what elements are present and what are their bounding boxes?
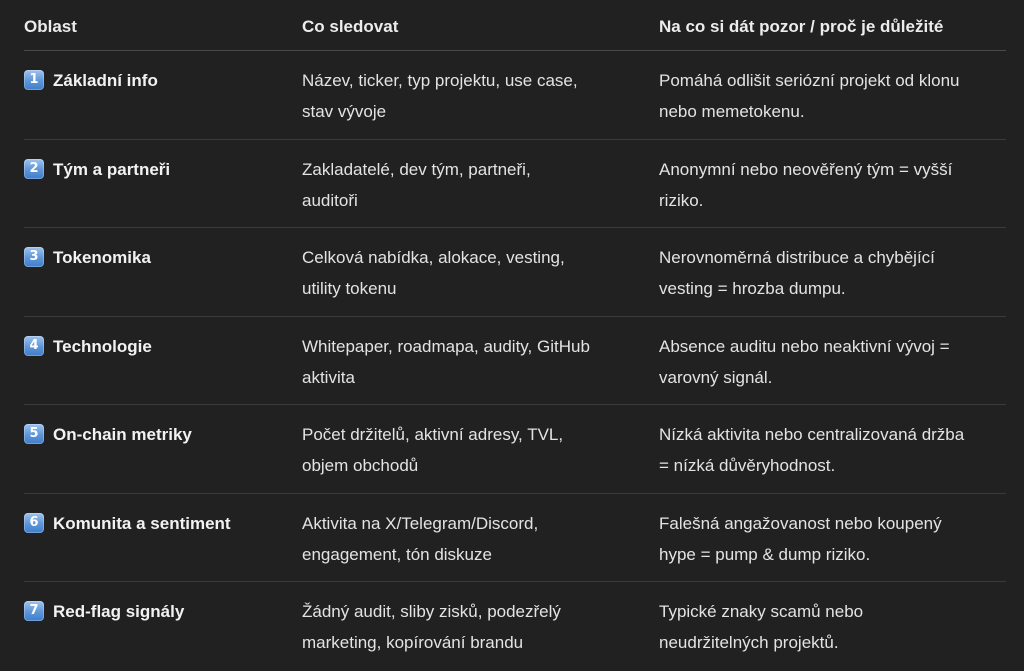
area-label: Red-flag signály — [53, 602, 185, 621]
area-cell — [24, 154, 302, 228]
watch-line: stav vývoje — [302, 102, 387, 121]
keycap-six-icon: 6 — [24, 513, 44, 533]
note-line: Pomáhá odlišit seriózní projekt od klonu — [659, 71, 960, 90]
keycap-five-icon: 5 — [24, 424, 44, 444]
table-header — [24, 0, 1006, 51]
note-line: Anonymní nebo neověřený tým = vyšší — [659, 159, 953, 179]
watch-line: Aktivita na X/Telegram/Discord, — [302, 513, 539, 533]
keycap-three-icon: 3 — [24, 247, 44, 267]
note-line: Nerovnoměrná distribuce a chybějící — [659, 248, 935, 267]
table-row — [24, 494, 1006, 583]
area-label: Technologie — [53, 336, 152, 356]
note-line: vesting = hrozba dumpu. — [659, 279, 846, 298]
area-cell — [24, 331, 302, 405]
watch-cell — [302, 65, 659, 139]
note-cell — [659, 331, 1006, 405]
watch-line: marketing, kopírování brandu — [302, 633, 524, 652]
watch-cell — [302, 419, 659, 493]
area-cell — [24, 596, 302, 671]
note-line: neudržitelných projektů. — [659, 633, 839, 652]
note-cell — [659, 419, 1006, 493]
area-label: Tým a partneři — [53, 159, 171, 179]
header-area: Oblast — [24, 16, 77, 36]
table-row — [24, 228, 1006, 317]
area-label: On-chain metriky — [53, 425, 192, 444]
area-cell — [24, 65, 302, 139]
watch-line: Název, ticker, typ projektu, use case, — [302, 71, 578, 90]
note-line: = nízká důvěryhodnost. — [659, 456, 836, 475]
keycap-seven-icon: 7 — [24, 601, 44, 621]
watch-line: Celková nabídka, alokace, vesting, — [302, 248, 565, 267]
note-line: Falešná angažovanost nebo koupený — [659, 513, 942, 533]
watch-line: engagement, tón diskuze — [302, 544, 492, 564]
area-label: Komunita a sentiment — [53, 513, 231, 533]
table-row — [24, 140, 1006, 229]
watch-line: aktivita — [302, 367, 355, 387]
watch-line: auditoři — [302, 190, 358, 210]
watch-line: Počet držitelů, aktivní adresy, TVL, — [302, 425, 564, 444]
area-label: Tokenomika — [53, 248, 151, 267]
note-line: hype = pump & dump riziko. — [659, 544, 871, 564]
watch-cell — [302, 331, 659, 405]
watch-line: utility tokenu — [302, 279, 397, 298]
area-cell — [24, 419, 302, 493]
area-cell — [24, 242, 302, 316]
note-line: Absence auditu nebo neaktivní vývoj = — [659, 336, 950, 356]
area-cell — [24, 508, 302, 582]
keycap-two-icon: 2 — [24, 159, 44, 179]
note-line: riziko. — [659, 190, 704, 210]
note-line: Nízká aktivita nebo centralizovaná držba — [659, 425, 965, 444]
watch-line: objem obchodů — [302, 456, 419, 475]
keycap-one-icon: 1 — [24, 70, 44, 90]
note-line: Typické znaky scamů nebo — [659, 602, 864, 621]
note-cell — [659, 65, 1006, 139]
note-line: nebo memetokenu. — [659, 102, 805, 121]
keycap-four-icon: 4 — [24, 336, 44, 356]
note-cell — [659, 508, 1006, 582]
watch-line: Zakladatelé, dev tým, partneři, — [302, 159, 531, 179]
table-row — [24, 317, 1006, 406]
watch-cell — [302, 596, 659, 671]
table-row — [24, 582, 1006, 671]
table-row — [24, 51, 1006, 140]
watch-line: Žádný audit, sliby zisků, podezřelý — [302, 602, 561, 621]
watch-cell — [302, 154, 659, 228]
note-cell — [659, 596, 1006, 671]
header-watch: Co sledovat — [302, 16, 399, 36]
note-line: varovný signál. — [659, 367, 773, 387]
note-cell — [659, 154, 1006, 228]
header-note: Na co si dát pozor / proč je důležité — [659, 16, 944, 36]
table-row — [24, 405, 1006, 494]
watch-cell — [302, 242, 659, 316]
watch-line: Whitepaper, roadmapa, audity, GitHub — [302, 336, 590, 356]
watch-cell — [302, 508, 659, 582]
area-label: Základní info — [53, 71, 158, 90]
analysis-table — [24, 0, 1006, 671]
note-cell — [659, 242, 1006, 316]
